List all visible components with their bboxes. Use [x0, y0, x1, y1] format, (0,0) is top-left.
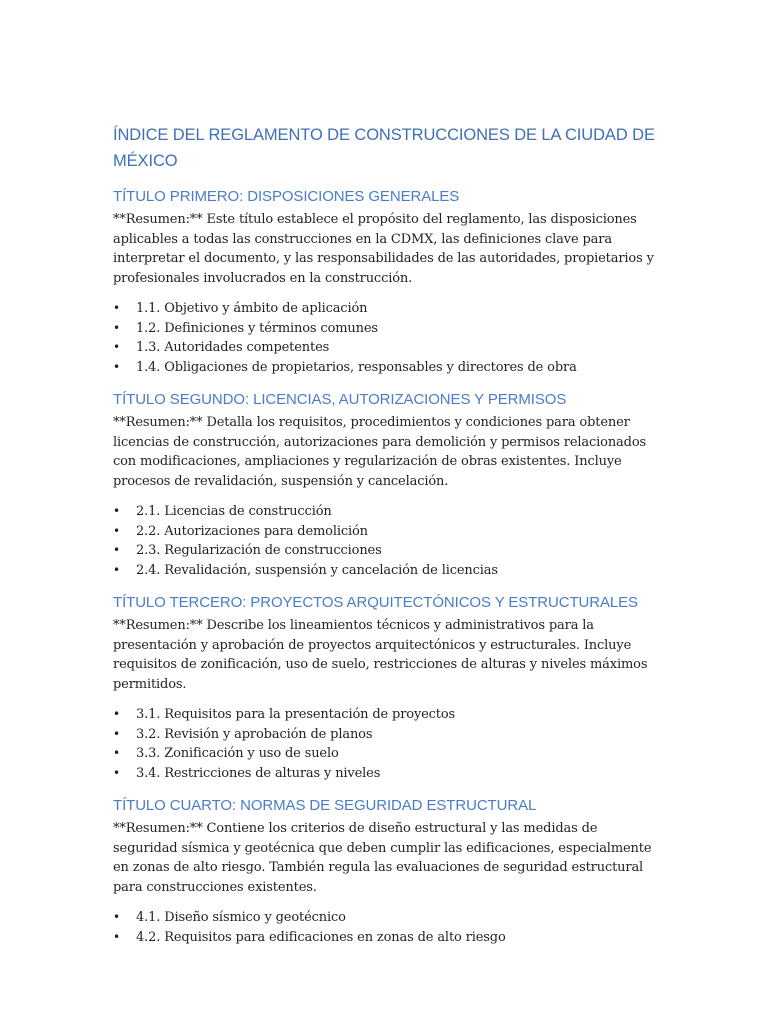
- list-item-text: 1.1. Objetivo y ámbito de aplicación: [136, 301, 368, 316]
- bullet-icon: •: [113, 562, 120, 577]
- list-item: [113, 561, 658, 581]
- bullet-icon: •: [113, 746, 120, 760]
- bullet-icon: •: [113, 320, 120, 335]
- list-item-text: 3.1. Requisitos para la presentación de proyectos: [136, 707, 456, 722]
- list-item: [113, 764, 658, 784]
- list-item-text: 1.4. Obligaciones de propietarios, responsables y directores de obra: [136, 359, 577, 375]
- list-item: [113, 725, 658, 745]
- list-item-text: 2.3. Regularización de construcciones: [136, 543, 382, 558]
- section-item-list: [113, 908, 658, 947]
- list-item-text: 3.2. Revisión y aprobación de planos: [136, 726, 373, 742]
- list-item: [113, 522, 658, 542]
- list-item-text: 3.4. Restricciones de alturas y niveles: [136, 765, 381, 781]
- list-item: [113, 541, 658, 561]
- section-titulo-cuarto: [113, 795, 658, 947]
- list-item: [113, 502, 658, 522]
- section-heading: TÍTULO TERCERO: PROYECTOS ARQUITECTÓNICOS Y ESTRUCTURALES: [113, 594, 638, 611]
- list-item: [113, 908, 658, 928]
- list-item-text: 3.3. Zonificación y uso de suelo: [136, 746, 339, 761]
- list-item-text: 1.3. Autoridades competentes: [136, 340, 330, 355]
- list-item-text: 2.2. Autorizaciones para demolición: [136, 523, 368, 539]
- section-summary: **Resumen:** Describe los lineamientos técnicos y administrativos para la presentación y aprobación de proyectos arquitectónicos y estructurales. Incluye requisitos de zonificación, uso de suelo, restricciones de alturas y niveles máximos permitidos.: [113, 618, 648, 692]
- section-titulo-primero: [113, 186, 658, 377]
- bullet-icon: •: [113, 929, 120, 944]
- section-summary: **Resumen:** Contiene los criterios de diseño estructural y las medidas de seguridad sísmica y geotécnica que deben cumplir las edificaciones, especialmente en zonas de alto riesgo. También regula las evaluaciones de seguridad estructural para construcciones existentes.: [113, 821, 652, 895]
- document-page: [113, 122, 658, 959]
- list-item-text: 2.1. Licencias de construcción: [136, 504, 332, 519]
- section-item-list: [113, 299, 658, 377]
- bullet-icon: •: [113, 543, 120, 557]
- bullet-icon: •: [113, 726, 120, 741]
- list-item-text: 1.2. Definiciones y términos comunes: [136, 320, 378, 336]
- list-item: [113, 358, 658, 378]
- list-item-text: 4.1. Diseño sísmico y geotécnico: [136, 910, 346, 925]
- bullet-icon: •: [113, 504, 120, 518]
- section-item-list: [113, 502, 658, 580]
- section-heading: TÍTULO PRIMERO: DISPOSICIONES GENERALES: [113, 188, 460, 205]
- list-item-text: 2.4. Revalidación, suspensión y cancelación de licencias: [136, 562, 498, 578]
- list-item: [113, 928, 658, 948]
- bullet-icon: •: [113, 765, 120, 780]
- list-item: [113, 319, 658, 339]
- list-item: [113, 705, 658, 725]
- bullet-icon: •: [113, 910, 120, 924]
- bullet-icon: •: [113, 359, 120, 374]
- section-heading: TÍTULO SEGUNDO: LICENCIAS, AUTORIZACIONES Y PERMISOS: [113, 391, 567, 408]
- section-summary: **Resumen:** Este título establece el propósito del reglamento, las disposiciones aplicables a todas las construcciones en la CDMX, las definiciones clave para interpretar el documento, y las responsabilidades de las autoridades, propietarios y profesionales involucrados en la construcción.: [113, 212, 654, 286]
- bullet-icon: •: [113, 523, 120, 538]
- list-item: [113, 299, 658, 319]
- section-titulo-segundo: [113, 389, 658, 580]
- bullet-icon: •: [113, 301, 120, 315]
- bullet-icon: •: [113, 707, 120, 721]
- section-item-list: [113, 705, 658, 783]
- section-summary: **Resumen:** Detalla los requisitos, procedimientos y condiciones para obtener licencias de construcción, autorizaciones para demolición y permisos relacionados con modificaciones, ampliaciones y regularización de obras existentes. Incluye procesos de revalidación, suspensión y cancelación.: [113, 415, 647, 489]
- list-item: [113, 744, 658, 764]
- document-title: ÍNDICE DEL REGLAMENTO DE CONSTRUCCIONES DE LA CIUDAD DE MÉXICO: [113, 126, 655, 170]
- list-item-text: 4.2. Requisitos para edificaciones en zonas de alto riesgo: [136, 929, 506, 945]
- list-item: [113, 338, 658, 358]
- bullet-icon: •: [113, 340, 120, 354]
- section-heading: TÍTULO CUARTO: NORMAS DE SEGURIDAD ESTRUCTURAL: [113, 797, 537, 814]
- section-titulo-tercero: [113, 592, 658, 783]
